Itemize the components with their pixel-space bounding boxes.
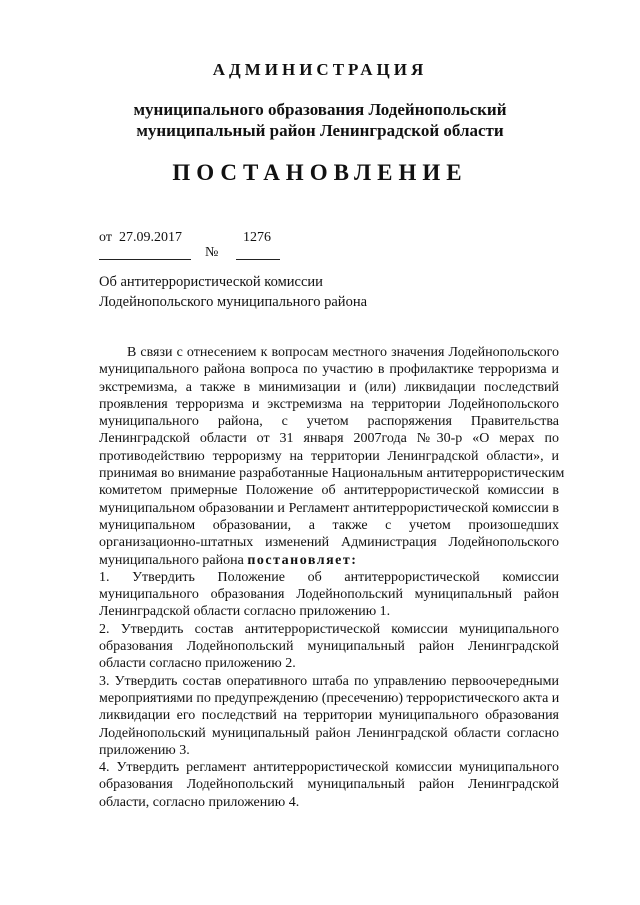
resolves-word: постановляет:: [247, 552, 358, 568]
preamble-line: комитетом примерные Положение об антитеррористической комиссии в: [99, 483, 559, 499]
document-date: 27.09.2017: [119, 230, 182, 245]
document-type: ПОСТАНОВЛЕНИЕ: [172, 160, 468, 185]
item-line: образования Лодейнопольский муниципальный район Ленинградской: [99, 777, 559, 793]
organization-name-line-2: муниципальный район Ленинградской области: [136, 121, 504, 140]
date-underline: [99, 259, 191, 260]
preamble-paragraph: [99, 344, 565, 569]
item-line: 4. Утвердить регламент антитеррористической комиссии муниципального: [99, 760, 559, 776]
item-line: образования Лодейнопольский муниципальный район Ленинградской: [99, 639, 559, 655]
document-number: 1276: [243, 230, 271, 245]
item-3: [99, 673, 559, 759]
date-prefix: от: [99, 230, 112, 245]
item-line-last: Ленинградской области согласно приложению 1.: [99, 604, 391, 620]
subject-line-1: Об антитеррористической комиссии: [99, 274, 323, 290]
organization-name-line-1: муниципального образования Лодейнопольский: [133, 100, 507, 119]
preamble-line: принимая во внимание разработанные Национальным антитеррористическим: [99, 466, 565, 482]
item-line: ликвидации его последствий на территории муниципального образования: [99, 708, 559, 724]
item-2: [99, 621, 559, 673]
preamble-line: муниципального района, с учетом распоряжения Правительства: [99, 414, 559, 430]
item-line: Лодейнопольский муниципальный район Ленинградской области согласно: [99, 725, 559, 741]
document-subject: [99, 272, 367, 312]
resolves-line: [99, 552, 559, 569]
item-line: мероприятиями по предупреждению (пресечению) террористического акта и: [99, 690, 560, 706]
document-body: [99, 344, 565, 811]
preamble-line: организационно-штатных изменений Администрация Лодейнопольского: [99, 535, 559, 551]
item-line: 3. Утвердить состав оперативного штаба по управлению первоочередными: [99, 673, 559, 689]
document-header-title: АДМИНИСТРАЦИЯ: [212, 60, 428, 79]
item-line: 2. Утвердить состав антитеррористической комиссии муниципального: [99, 621, 559, 637]
item-line: муниципального образования Лодейнопольский муниципальный район: [99, 587, 559, 603]
item-4: [99, 759, 559, 811]
item-line: 1. Утвердить Положение об антитеррористической комиссии: [99, 569, 559, 585]
subject-line-2: Лодейнопольского муниципального района: [99, 294, 368, 310]
preamble-line: муниципального района вопроса по участию в профилактике терроризма и: [99, 362, 559, 378]
number-sign: №: [205, 245, 219, 260]
item-line-last: области, согласно приложению 4.: [99, 794, 300, 810]
preamble-line: муниципальном образовании и Регламент антитеррористической комиссии в: [99, 500, 559, 516]
item-line-last: приложению 3.: [99, 742, 190, 758]
preamble-line: противодействию терроризму на территории Ленинградской области», и: [99, 448, 559, 464]
preamble-line: Ленинградской области от 31 января 2007года №30-р «О мерах по: [99, 431, 559, 447]
preamble-line: муниципальном образовании, а также с учетом произошедших: [99, 517, 559, 533]
preamble-line: В связи с отнесением к вопросам местного значения Лодейнопольского: [127, 345, 559, 360]
item-1: [99, 569, 559, 621]
number-underline: [236, 259, 280, 260]
preamble-line: экстремизма, а также в минимизации и (или) ликвидации последствий: [99, 379, 559, 395]
resolves-prefix: муниципального района: [99, 552, 244, 568]
item-line-last: области согласно приложению 2.: [99, 656, 296, 672]
preamble-line: проявления терроризма и экстремизма на территории Лодейнопольского: [99, 396, 559, 412]
